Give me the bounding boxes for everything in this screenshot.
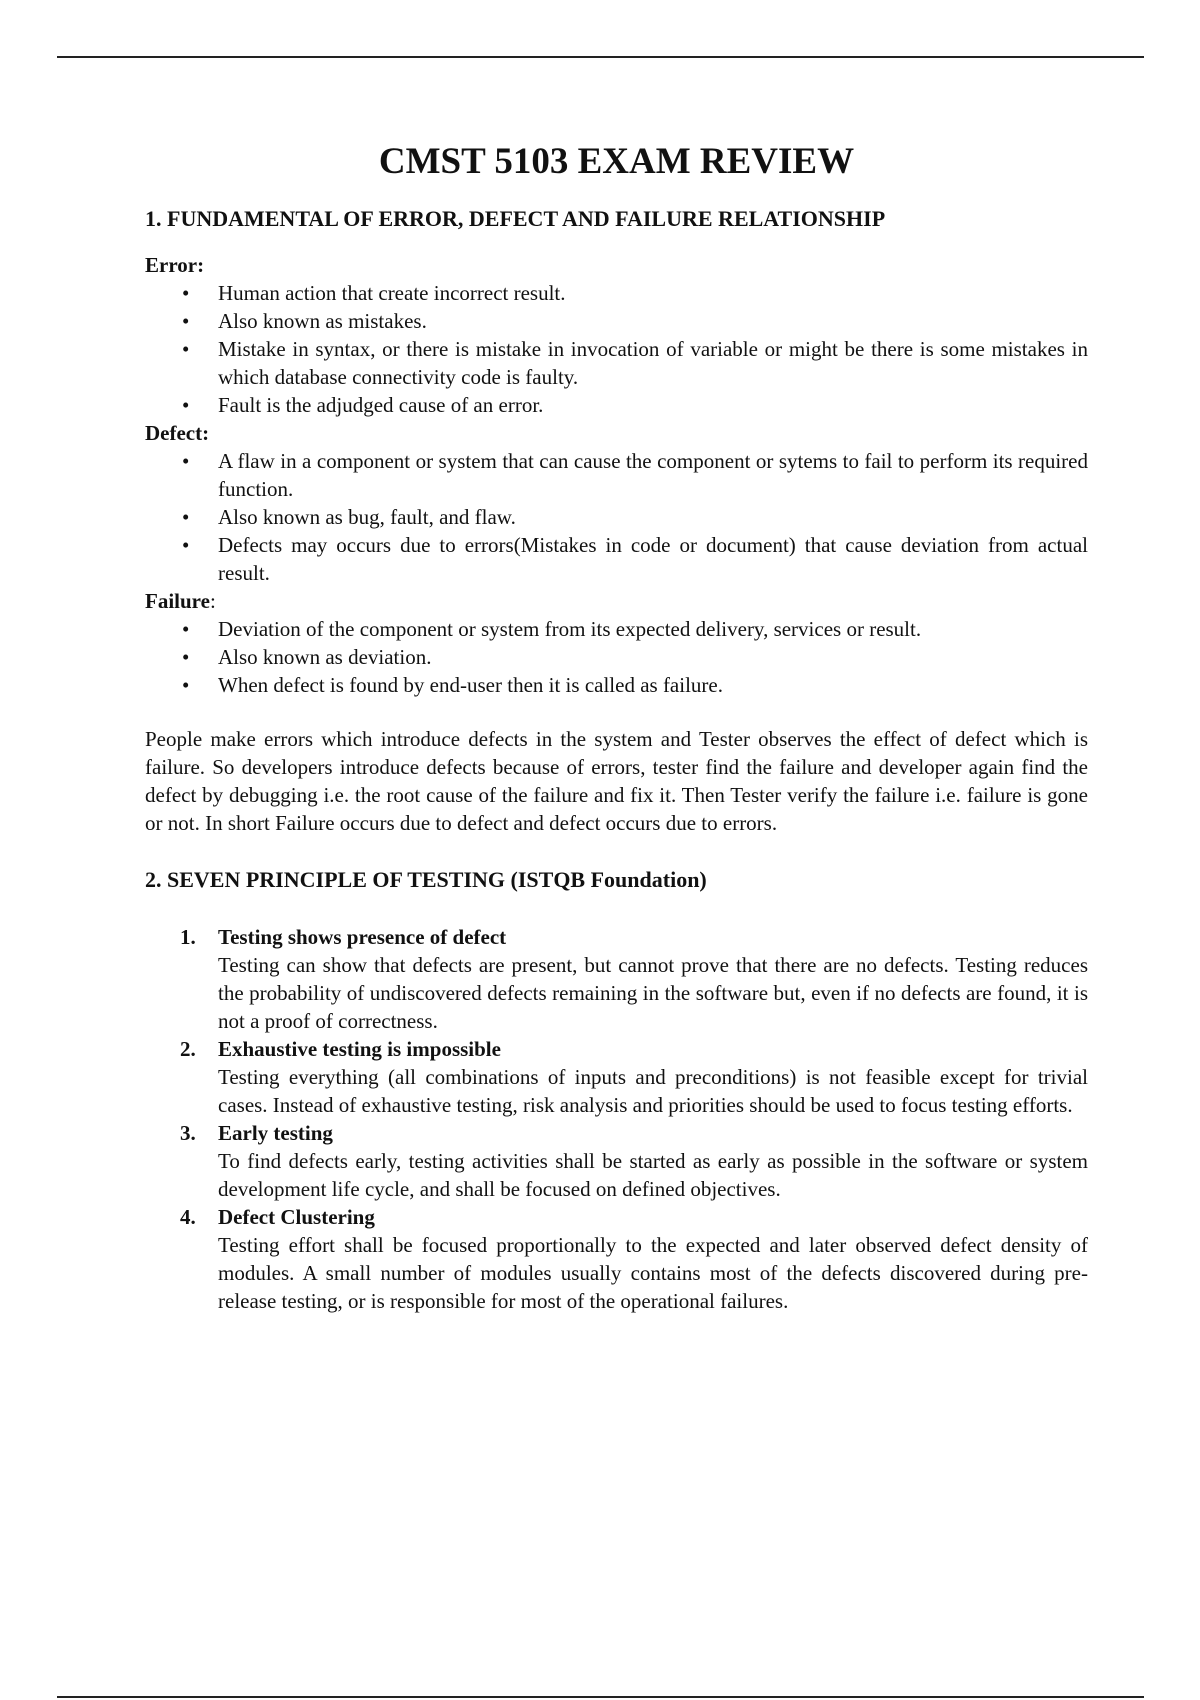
principle-title: Early testing — [218, 1121, 333, 1146]
list-item: • Also known as mistakes. — [145, 307, 1088, 335]
principle-number: 2. — [180, 1037, 196, 1062]
principle-number: 4. — [180, 1205, 196, 1230]
principle-body: To find defects early, testing activities shall be started as early as possible in the software or system development life cycle, and shall be focused on defined objectives. — [218, 1149, 1088, 1202]
section1-heading: 1. FUNDAMENTAL OF ERROR, DEFECT AND FAILURE RELATIONSHIP — [145, 206, 886, 232]
principle-body: Testing can show that defects are present, but cannot prove that there are no defects. Testing reduces the probability of undiscovered defects remaining in the software but, even if no defects are found, it is not a proof of correctness. — [218, 953, 1088, 1034]
principle-title: Testing shows presence of defect — [218, 925, 507, 950]
principle-body: Testing everything (all combinations of inputs and preconditions) is not feasible except for trivial cases. Instead of exhaustive testing, risk analysis and priorities should be used to focus testing efforts. — [218, 1065, 1088, 1118]
list-item: • A flaw in a component or system that can cause the component or sytems to fail to perform its required function. — [145, 447, 1088, 503]
error-list — [145, 279, 1088, 419]
principle-number: 3. — [180, 1121, 196, 1146]
defect-label: Defect: — [145, 420, 210, 445]
principle-title: Exhaustive testing is impossible — [218, 1037, 501, 1062]
error-label: Error: — [145, 252, 205, 277]
principles-list — [145, 923, 1088, 1315]
principle-item — [145, 1035, 1088, 1119]
relationship-paragraph: People make errors which introduce defects in the system and Tester observes the effect of defect which is failure. So developers introduce defects because of errors, tester find the failure and developer again find the defect by debugging i.e. the root cause of the failure and fix it. Then Tester verify the failure i.e. failure is gone or not. In short Failure occurs due to defect and defect occurs due to errors. — [145, 726, 1088, 835]
failure-label — [145, 587, 1088, 615]
principle-item — [145, 1203, 1088, 1315]
document-page — [145, 140, 1088, 1315]
failure-list — [145, 615, 1088, 699]
principle-body: Testing effort shall be focused proportionally to the expected and later observed defect density of modules. A small number of modules usually contains most of the defects discovered during pre-release testing, or is responsible for most of the operational failures. — [218, 1233, 1088, 1314]
failure-label-text: Failure — [145, 588, 210, 613]
bottom-rule — [57, 1696, 1144, 1698]
section2-heading: 2. SEVEN PRINCIPLE OF TESTING (ISTQB Foundation) — [145, 866, 707, 892]
failure-label-colon: : — [209, 588, 216, 613]
list-item: • Defects may occurs due to errors(Mistakes in code or document) that cause deviation from actual result. — [145, 531, 1088, 587]
principle-title: Defect Clustering — [218, 1205, 375, 1230]
list-item: • Deviation of the component or system from its expected delivery, services or result. — [145, 615, 1088, 643]
list-item: • Human action that create incorrect result. — [145, 279, 1088, 307]
principle-number: 1. — [180, 925, 196, 950]
defect-list — [145, 447, 1088, 587]
list-item: • Fault is the adjudged cause of an error. — [145, 391, 1088, 419]
document-title: CMST 5103 EXAM REVIEW — [378, 141, 855, 182]
list-item: • Also known as deviation. — [145, 643, 1088, 671]
principle-item — [145, 1119, 1088, 1203]
principle-item — [145, 923, 1088, 1035]
list-item: • Also known as bug, fault, and flaw. — [145, 503, 1088, 531]
top-rule — [57, 56, 1144, 58]
list-item: • When defect is found by end-user then it is called as failure. — [145, 671, 1088, 699]
list-item: • Mistake in syntax, or there is mistake in invocation of variable or might be there is some mistakes in which database connectivity code is faulty. — [145, 335, 1088, 391]
